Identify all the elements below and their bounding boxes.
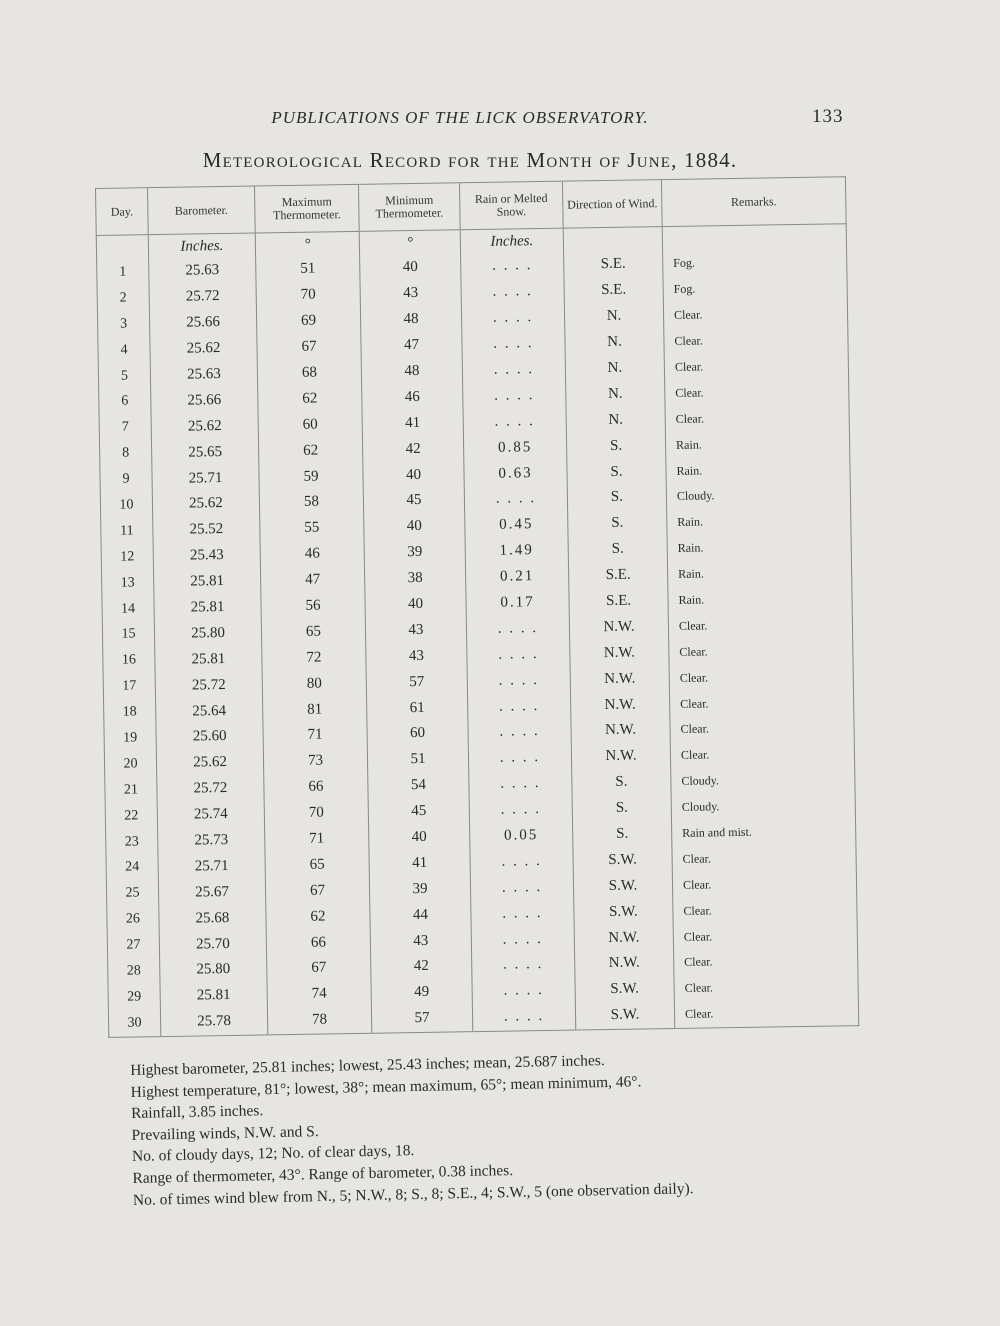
cell-rain: . . . . <box>463 382 566 410</box>
cell-max-temp: 81 <box>263 696 367 724</box>
cell-rain: 0.85 <box>463 434 566 462</box>
cell-remarks: Clear. <box>674 973 858 1002</box>
cell-wind: S.W. <box>575 976 674 1003</box>
cell-day: 6 <box>99 389 151 416</box>
header-wind: Direction of Wind. <box>562 180 662 229</box>
cell-wind: N. <box>566 381 665 408</box>
cell-wind: N. <box>565 329 664 356</box>
cell-barometer: 25.63 <box>149 257 256 285</box>
cell-barometer: 25.70 <box>159 931 266 959</box>
cell-min-temp: 54 <box>368 772 469 799</box>
cell-rain: . . . . <box>469 796 572 824</box>
cell-max-temp: 60 <box>258 411 362 439</box>
cell-barometer: 25.66 <box>151 387 258 415</box>
cell-barometer: 25.43 <box>153 542 260 570</box>
cell-remarks: Clear. <box>668 611 852 640</box>
cell-min-temp: 43 <box>366 643 467 670</box>
cell-rain: 0.21 <box>465 563 568 591</box>
cell-rain: . . . . <box>467 693 570 721</box>
cell-wind: S. <box>567 484 666 511</box>
cell-min-temp: 46 <box>362 384 463 411</box>
cell-remarks: Clear. <box>663 300 847 329</box>
cell-remarks: Clear. <box>674 999 858 1028</box>
header-barometer: Barometer. <box>148 186 256 235</box>
cell-min-temp: 42 <box>362 435 463 462</box>
cell-day: 8 <box>99 440 151 467</box>
cell-wind: S.W. <box>573 872 672 899</box>
cell-day: 17 <box>103 673 155 700</box>
cell-barometer: 25.81 <box>154 568 261 596</box>
summary-line: Rainfall, 3.85 inches. <box>130 1102 264 1123</box>
cell-barometer: 25.78 <box>160 1008 267 1036</box>
cell-rain: . . . . <box>463 408 566 436</box>
cell-day: 11 <box>101 518 153 545</box>
cell-rain: . . . . <box>472 1003 575 1031</box>
cell-rain: . . . . <box>468 719 571 747</box>
cell-rain: . . . . <box>461 304 564 332</box>
cell-max-temp: 55 <box>260 515 364 543</box>
running-title: PUBLICATIONS OF THE LICK OBSERVATORY. <box>271 108 649 127</box>
cell-barometer: 25.80 <box>154 620 261 648</box>
cell-min-temp: 40 <box>363 461 464 488</box>
unit-barometer: Inches. <box>148 233 255 259</box>
summary-line: No. of cloudy days, 12; No. of clear days, 18. <box>131 1142 415 1166</box>
cell-day: 20 <box>104 751 156 778</box>
cell-rain: . . . . <box>462 356 565 384</box>
cell-wind: S.E. <box>569 588 668 615</box>
cell-min-temp: 61 <box>367 694 468 721</box>
cell-day: 22 <box>105 803 157 830</box>
cell-remarks: Clear. <box>672 870 856 899</box>
cell-barometer: 25.67 <box>158 879 265 907</box>
cell-max-temp: 58 <box>259 489 363 517</box>
cell-remarks: Clear. <box>669 637 853 666</box>
cell-rain: . . . . <box>470 874 573 902</box>
cell-remarks: Clear. <box>669 662 853 691</box>
cell-day: 16 <box>103 647 155 674</box>
cell-max-temp: 67 <box>257 334 361 362</box>
cell-rain: . . . . <box>472 952 575 980</box>
cell-remarks: Cloudy. <box>671 792 855 821</box>
cell-day: 28 <box>108 958 160 985</box>
cell-min-temp: 40 <box>369 824 470 851</box>
cell-remarks: Clear. <box>665 404 849 433</box>
cell-wind: S.E. <box>564 277 663 304</box>
cell-min-temp: 43 <box>365 617 466 644</box>
cell-rain: . . . . <box>466 615 569 643</box>
cell-day: 5 <box>98 363 150 390</box>
cell-remarks: Cloudy. <box>666 481 850 510</box>
cell-wind: S. <box>567 458 666 485</box>
summary-line: Highest temperature, 81°; lowest, 38°; mean maximum, 65°; mean minimum, 46°. <box>130 1072 642 1101</box>
cell-rain: . . . . <box>472 977 575 1005</box>
cell-rain: . . . . <box>471 900 574 928</box>
unit-max: ° <box>255 231 359 257</box>
cell-remarks: Rain. <box>665 429 849 458</box>
cell-barometer: 25.74 <box>157 801 264 829</box>
cell-min-temp: 48 <box>361 358 462 385</box>
cell-day: 29 <box>108 984 160 1011</box>
cell-max-temp: 70 <box>264 799 368 827</box>
unit-remarks <box>662 224 846 251</box>
cell-max-temp: 80 <box>262 670 366 698</box>
cell-day: 4 <box>98 337 150 364</box>
cell-day: 18 <box>104 699 156 726</box>
cell-min-temp: 49 <box>371 979 472 1006</box>
header-remarks: Remarks. <box>661 177 846 227</box>
cell-rain: . . . . <box>464 486 567 514</box>
summary-line: No. of times wind blew from N., 5; N.W., 8; S., 8; S.E., 4; S.W., 5 (one observation daily). <box>132 1179 694 1209</box>
cell-min-temp: 51 <box>367 746 468 773</box>
cell-day: 15 <box>102 622 154 649</box>
cell-remarks: Clear. <box>672 844 856 873</box>
cell-barometer: 25.66 <box>149 309 256 337</box>
cell-barometer: 25.73 <box>158 827 265 855</box>
cell-rain: . . . . <box>468 745 571 773</box>
cell-wind: S.W. <box>573 847 672 874</box>
cell-max-temp: 47 <box>260 567 364 595</box>
cell-day: 26 <box>107 906 159 933</box>
cell-max-temp: 73 <box>263 748 367 776</box>
cell-min-temp: 41 <box>369 850 470 877</box>
unit-min: ° <box>359 230 460 256</box>
cell-max-temp: 46 <box>260 541 364 569</box>
cell-max-temp: 70 <box>256 282 360 310</box>
cell-barometer: 25.62 <box>150 335 257 363</box>
cell-barometer: 25.80 <box>160 956 267 984</box>
cell-min-temp: 39 <box>369 876 470 903</box>
unit-day <box>96 235 148 260</box>
cell-rain: 0.45 <box>465 512 568 540</box>
header-rain: Rain or Melted Snow. <box>459 181 563 230</box>
cell-remarks: Rain. <box>667 559 851 588</box>
cell-wind: N.W. <box>570 691 669 718</box>
cell-wind: S.E. <box>568 562 667 589</box>
cell-barometer: 25.62 <box>152 490 259 518</box>
cell-max-temp: 59 <box>259 463 363 491</box>
cell-barometer: 25.71 <box>158 853 265 881</box>
cell-min-temp: 40 <box>360 254 461 281</box>
cell-min-temp: 60 <box>367 720 468 747</box>
cell-day: 12 <box>101 544 153 571</box>
cell-max-temp: 74 <box>267 981 371 1009</box>
cell-barometer: 25.64 <box>156 698 263 726</box>
cell-day: 14 <box>102 596 154 623</box>
cell-max-temp: 72 <box>262 644 366 672</box>
cell-wind: S. <box>566 432 665 459</box>
cell-min-temp: 57 <box>371 1005 472 1033</box>
cell-day: 3 <box>97 311 149 338</box>
cell-wind: S. <box>568 510 667 537</box>
unit-wind <box>563 227 662 253</box>
cell-max-temp: 78 <box>267 1007 371 1035</box>
cell-day: 7 <box>99 414 151 441</box>
cell-barometer: 25.65 <box>151 439 258 467</box>
cell-remarks: Clear. <box>674 947 858 976</box>
cell-wind: N.W. <box>574 924 673 951</box>
cell-wind: S. <box>573 821 672 848</box>
cell-day: 10 <box>100 492 152 519</box>
cell-wind: S.W. <box>575 1002 674 1030</box>
cell-remarks: Rain. <box>666 455 850 484</box>
cell-day: 13 <box>102 570 154 597</box>
cell-min-temp: 43 <box>360 280 461 307</box>
cell-max-temp: 62 <box>266 903 370 931</box>
cell-remarks: Clear. <box>673 921 857 950</box>
cell-barometer: 25.72 <box>155 672 262 700</box>
cell-day: 25 <box>106 880 158 907</box>
meteorological-table <box>95 176 859 1037</box>
cell-max-temp: 65 <box>265 851 369 879</box>
cell-min-temp: 44 <box>370 901 471 928</box>
cell-day: 19 <box>104 725 156 752</box>
summary-line: Range of thermometer, 43°. Range of barometer, 0.38 inches. <box>132 1161 514 1187</box>
cell-min-temp: 40 <box>365 591 466 618</box>
cell-max-temp: 62 <box>258 385 362 413</box>
cell-min-temp: 42 <box>371 953 472 980</box>
cell-remarks: Clear. <box>673 895 857 924</box>
cell-day: 27 <box>107 932 159 959</box>
cell-max-temp: 71 <box>265 825 369 853</box>
cell-rain: . . . . <box>467 667 570 695</box>
cell-remarks: Clear. <box>665 378 849 407</box>
cell-max-temp: 62 <box>258 437 362 465</box>
cell-max-temp: 67 <box>265 877 369 905</box>
cell-min-temp: 39 <box>364 539 465 566</box>
page-title: Meteorological Record for the Month of June, 1884. <box>202 148 738 172</box>
cell-min-temp: 45 <box>368 798 469 825</box>
header-max-thermometer: Maximum Thermometer. <box>254 184 359 233</box>
cell-min-temp: 41 <box>362 410 463 437</box>
cell-max-temp: 51 <box>256 256 360 284</box>
cell-min-temp: 57 <box>366 668 467 695</box>
cell-wind: N. <box>564 303 663 330</box>
cell-day: 2 <box>97 285 149 312</box>
cell-barometer: 25.60 <box>156 723 263 751</box>
cell-rain: . . . . <box>462 330 565 358</box>
cell-wind: S. <box>568 536 667 563</box>
cell-barometer: 25.81 <box>154 594 261 622</box>
cell-min-temp: 45 <box>363 487 464 514</box>
cell-max-temp: 71 <box>263 722 367 750</box>
cell-rain: 0.05 <box>470 822 573 850</box>
page-number: 133 <box>812 106 844 127</box>
cell-max-temp: 67 <box>267 955 371 983</box>
cell-wind: N.W. <box>569 614 668 641</box>
cell-rain: . . . . <box>470 848 573 876</box>
cell-max-temp: 65 <box>261 618 365 646</box>
cell-wind: N.W. <box>570 665 669 692</box>
cell-day: 9 <box>100 466 152 493</box>
cell-remarks: Clear. <box>664 326 848 355</box>
summary-line: Prevailing winds, N.W. and S. <box>131 1122 319 1144</box>
cell-remarks: Rain. <box>667 533 851 562</box>
cell-rain: 1.49 <box>465 537 568 565</box>
cell-min-temp: 38 <box>364 565 465 592</box>
cell-remarks: Fog. <box>663 248 847 277</box>
cell-barometer: 25.63 <box>150 361 257 389</box>
cell-day: 24 <box>106 855 158 882</box>
cell-wind: N.W. <box>570 639 669 666</box>
cell-remarks: Clear. <box>664 352 848 381</box>
cell-remarks: Cloudy. <box>671 766 855 795</box>
unit-rain: Inches. <box>460 228 563 254</box>
cell-wind: N.W. <box>571 717 670 744</box>
cell-wind: S.W. <box>574 898 673 925</box>
cell-remarks: Rain. <box>667 507 851 536</box>
cell-barometer: 25.72 <box>149 283 256 311</box>
cell-barometer: 25.62 <box>151 413 258 441</box>
cell-rain: 0.63 <box>464 460 567 488</box>
cell-day: 21 <box>105 777 157 804</box>
cell-rain: . . . . <box>461 279 564 307</box>
cell-wind: N.W. <box>571 743 670 770</box>
cell-barometer: 25.71 <box>152 465 259 493</box>
cell-day: 23 <box>106 829 158 856</box>
summary-line: Highest barometer, 25.81 inches; lowest, 25.43 inches; mean, 25.687 inches. <box>130 1052 605 1079</box>
cell-min-temp: 48 <box>360 306 461 333</box>
cell-wind: S. <box>572 795 671 822</box>
cell-max-temp: 66 <box>264 774 368 802</box>
cell-day: 30 <box>108 1010 160 1037</box>
cell-remarks: Rain. <box>668 585 852 614</box>
cell-remarks: Clear. <box>669 688 853 717</box>
cell-remarks: Fog. <box>663 274 847 303</box>
cell-rain: . . . . <box>467 641 570 669</box>
header-min-thermometer: Minimum Thermometer. <box>358 183 460 232</box>
cell-rain: . . . . <box>471 926 574 954</box>
summary-block <box>130 1045 833 1211</box>
header-day: Day. <box>96 188 149 236</box>
cell-barometer: 25.68 <box>159 905 266 933</box>
cell-wind: S. <box>572 769 671 796</box>
cell-min-temp: 47 <box>361 332 462 359</box>
meteorological-table-container <box>95 176 859 1058</box>
cell-remarks: Clear. <box>670 714 854 743</box>
cell-wind: N. <box>565 355 664 382</box>
cell-max-temp: 66 <box>266 929 370 957</box>
cell-min-temp: 43 <box>370 927 471 954</box>
cell-rain: . . . . <box>461 253 564 281</box>
cell-max-temp: 56 <box>261 592 365 620</box>
cell-wind: S.E. <box>564 251 663 278</box>
cell-max-temp: 68 <box>257 359 361 387</box>
cell-barometer: 25.52 <box>153 516 260 544</box>
cell-barometer: 25.81 <box>155 646 262 674</box>
cell-rain: 0.17 <box>466 589 569 617</box>
cell-day: 1 <box>97 259 149 286</box>
cell-wind: N.W. <box>575 950 674 977</box>
cell-rain: . . . . <box>469 770 572 798</box>
cell-barometer: 25.62 <box>156 749 263 777</box>
cell-barometer: 25.72 <box>157 775 264 803</box>
cell-remarks: Clear. <box>670 740 854 769</box>
cell-remarks: Rain and mist. <box>672 818 856 847</box>
cell-max-temp: 69 <box>256 308 360 336</box>
cell-barometer: 25.81 <box>160 982 267 1010</box>
cell-min-temp: 40 <box>364 513 465 540</box>
cell-wind: N. <box>566 406 665 433</box>
